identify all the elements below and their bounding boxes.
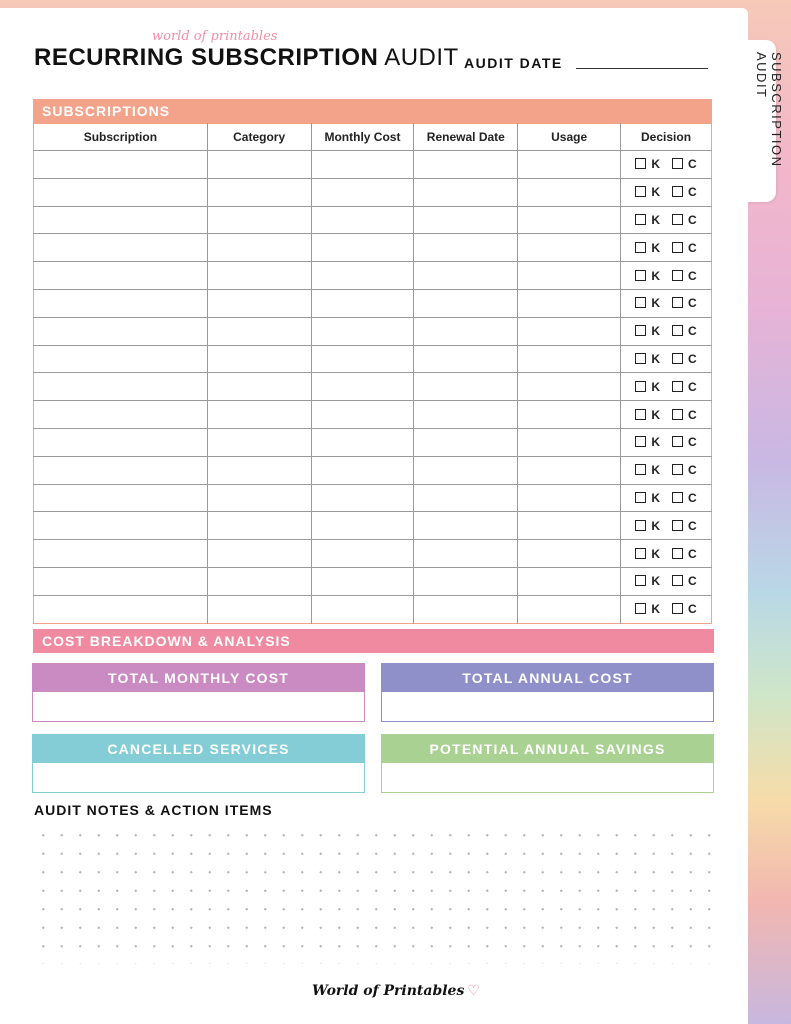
cancel-label: C bbox=[688, 407, 697, 422]
audit-date-field[interactable] bbox=[576, 68, 708, 69]
keep-label: K bbox=[651, 546, 661, 561]
cancel-label: C bbox=[688, 490, 697, 505]
cost-section-header: COST BREAKDOWN & ANALYSIS bbox=[33, 629, 714, 653]
monthly-cost-cell[interactable] bbox=[311, 428, 414, 456]
usage-cell[interactable] bbox=[518, 151, 621, 179]
usage-cell[interactable] bbox=[518, 540, 621, 568]
cancel-checkbox[interactable] bbox=[672, 158, 683, 169]
total-annual-cost-box[interactable] bbox=[381, 663, 714, 722]
keep-label: K bbox=[651, 296, 661, 311]
decision-cell bbox=[621, 456, 712, 484]
subscription-cell[interactable] bbox=[34, 567, 208, 595]
keep-label: K bbox=[651, 490, 661, 505]
brand-script: world of printables bbox=[152, 29, 278, 44]
table-row bbox=[34, 234, 712, 262]
keep-label: K bbox=[651, 240, 661, 255]
side-tab-label: SUBSCRIPTION AUDIT bbox=[754, 52, 784, 168]
decision-cell bbox=[621, 512, 712, 540]
decision-cell bbox=[621, 567, 712, 595]
cancel-checkbox[interactable] bbox=[672, 575, 683, 586]
keep-label: K bbox=[651, 435, 661, 450]
category-cell[interactable] bbox=[207, 428, 311, 456]
cancel-label: C bbox=[688, 268, 697, 283]
subscriptions-table bbox=[33, 123, 712, 624]
cancel-checkbox[interactable] bbox=[672, 464, 683, 475]
usage-cell[interactable] bbox=[518, 178, 621, 206]
subscription-cell[interactable] bbox=[34, 540, 208, 568]
keep-label: K bbox=[651, 379, 661, 394]
cancel-checkbox[interactable] bbox=[672, 381, 683, 392]
decision-cell bbox=[621, 373, 712, 401]
subscription-cell[interactable] bbox=[34, 595, 208, 623]
category-cell[interactable] bbox=[207, 567, 311, 595]
header-monthly-cost: Monthly Cost bbox=[311, 124, 414, 151]
subscription-cell[interactable] bbox=[34, 317, 208, 345]
keep-checkbox[interactable] bbox=[635, 575, 646, 586]
cancel-label: C bbox=[688, 351, 697, 366]
keep-checkbox[interactable] bbox=[635, 381, 646, 392]
category-cell[interactable] bbox=[207, 206, 311, 234]
category-cell[interactable] bbox=[207, 595, 311, 623]
renewal-date-cell[interactable] bbox=[414, 345, 518, 373]
title-light: AUDIT bbox=[384, 44, 459, 71]
renewal-date-cell[interactable] bbox=[414, 595, 518, 623]
renewal-date-cell[interactable] bbox=[414, 373, 518, 401]
cancel-checkbox[interactable] bbox=[672, 214, 683, 225]
table-row bbox=[34, 317, 712, 345]
cancelled-services-box[interactable] bbox=[32, 734, 365, 793]
decision-cell bbox=[621, 428, 712, 456]
table-row bbox=[34, 178, 712, 206]
keep-label: K bbox=[651, 602, 661, 617]
cancel-label: C bbox=[688, 602, 697, 617]
usage-cell[interactable] bbox=[518, 345, 621, 373]
header-usage: Usage bbox=[518, 124, 621, 151]
subscription-cell[interactable] bbox=[34, 234, 208, 262]
cancel-label: C bbox=[688, 518, 697, 533]
cancel-label: C bbox=[688, 546, 697, 561]
decision-cell bbox=[621, 151, 712, 179]
monthly-cost-cell[interactable] bbox=[311, 567, 414, 595]
keep-label: K bbox=[651, 407, 661, 422]
table-row bbox=[34, 289, 712, 317]
notes-dot-grid[interactable] bbox=[34, 826, 716, 964]
monthly-cost-cell[interactable] bbox=[311, 540, 414, 568]
decision-cell bbox=[621, 345, 712, 373]
cancel-label: C bbox=[688, 240, 697, 255]
subscription-cell[interactable] bbox=[34, 151, 208, 179]
table-row bbox=[34, 151, 712, 179]
cancel-checkbox[interactable] bbox=[672, 603, 683, 614]
decision-cell bbox=[621, 289, 712, 317]
renewal-date-cell[interactable] bbox=[414, 567, 518, 595]
cancel-label: C bbox=[688, 296, 697, 311]
keep-checkbox[interactable] bbox=[635, 214, 646, 225]
subscription-cell[interactable] bbox=[34, 206, 208, 234]
monthly-cost-cell[interactable] bbox=[311, 151, 414, 179]
keep-checkbox[interactable] bbox=[635, 436, 646, 447]
renewal-date-cell[interactable] bbox=[414, 456, 518, 484]
title-bold: RECURRING SUBSCRIPTION bbox=[34, 44, 379, 71]
category-cell[interactable] bbox=[207, 373, 311, 401]
keep-checkbox[interactable] bbox=[635, 297, 646, 308]
subscriptions-section-header: SUBSCRIPTIONS bbox=[33, 99, 712, 123]
usage-cell[interactable] bbox=[518, 456, 621, 484]
header-category: Category bbox=[207, 124, 311, 151]
usage-cell[interactable] bbox=[518, 512, 621, 540]
monthly-cost-cell[interactable] bbox=[311, 345, 414, 373]
footer-brand-text: World of Printables bbox=[312, 983, 465, 999]
category-cell[interactable] bbox=[207, 178, 311, 206]
monthly-cost-cell[interactable] bbox=[311, 289, 414, 317]
table-row bbox=[34, 567, 712, 595]
decision-cell bbox=[621, 178, 712, 206]
cancel-checkbox[interactable] bbox=[672, 492, 683, 503]
audit-date-label: AUDIT DATE bbox=[464, 55, 563, 71]
monthly-cost-cell[interactable] bbox=[311, 178, 414, 206]
renewal-date-cell[interactable] bbox=[414, 178, 518, 206]
keep-checkbox[interactable] bbox=[635, 548, 646, 559]
table-header-row bbox=[34, 124, 712, 151]
page-title bbox=[34, 44, 459, 72]
monthly-cost-cell[interactable] bbox=[311, 373, 414, 401]
total-monthly-cost-box[interactable] bbox=[32, 663, 365, 722]
cancel-checkbox[interactable] bbox=[672, 186, 683, 197]
cancel-label: C bbox=[688, 185, 697, 200]
renewal-date-cell[interactable] bbox=[414, 428, 518, 456]
cancel-label: C bbox=[688, 324, 697, 339]
subscription-cell[interactable] bbox=[34, 428, 208, 456]
keep-label: K bbox=[651, 324, 661, 339]
category-cell[interactable] bbox=[207, 484, 311, 512]
keep-checkbox[interactable] bbox=[635, 409, 646, 420]
renewal-date-cell[interactable] bbox=[414, 401, 518, 429]
keep-label: K bbox=[651, 268, 661, 283]
usage-cell[interactable] bbox=[518, 289, 621, 317]
decision-cell bbox=[621, 595, 712, 623]
total-monthly-cost-label: TOTAL MONTHLY COST bbox=[33, 664, 364, 692]
subscription-cell[interactable] bbox=[34, 512, 208, 540]
decision-cell bbox=[621, 206, 712, 234]
notes-title: AUDIT NOTES & ACTION ITEMS bbox=[34, 802, 273, 818]
keep-label: K bbox=[651, 518, 661, 533]
category-cell[interactable] bbox=[207, 289, 311, 317]
cancel-checkbox[interactable] bbox=[672, 242, 683, 253]
cancel-label: C bbox=[688, 379, 697, 394]
decision-cell bbox=[621, 401, 712, 429]
subscription-cell[interactable] bbox=[34, 484, 208, 512]
renewal-date-cell[interactable] bbox=[414, 206, 518, 234]
cancelled-services-label: CANCELLED SERVICES bbox=[33, 735, 364, 763]
total-annual-cost-label: TOTAL ANNUAL COST bbox=[382, 664, 713, 692]
table-row bbox=[34, 484, 712, 512]
cancel-label: C bbox=[688, 212, 697, 227]
cancel-checkbox[interactable] bbox=[672, 270, 683, 281]
decision-cell bbox=[621, 262, 712, 290]
cancel-checkbox[interactable] bbox=[672, 297, 683, 308]
subscription-cell[interactable] bbox=[34, 289, 208, 317]
keep-checkbox[interactable] bbox=[635, 325, 646, 336]
decision-cell bbox=[621, 484, 712, 512]
monthly-cost-cell[interactable] bbox=[311, 317, 414, 345]
subscription-cell[interactable] bbox=[34, 178, 208, 206]
subscription-cell[interactable] bbox=[34, 262, 208, 290]
monthly-cost-cell[interactable] bbox=[311, 262, 414, 290]
category-cell[interactable] bbox=[207, 317, 311, 345]
subscription-cell[interactable] bbox=[34, 456, 208, 484]
renewal-date-cell[interactable] bbox=[414, 317, 518, 345]
renewal-date-cell[interactable] bbox=[414, 512, 518, 540]
renewal-date-cell[interactable] bbox=[414, 484, 518, 512]
category-cell[interactable] bbox=[207, 540, 311, 568]
usage-cell[interactable] bbox=[518, 401, 621, 429]
keep-label: K bbox=[651, 185, 661, 200]
usage-cell[interactable] bbox=[518, 373, 621, 401]
renewal-date-cell[interactable] bbox=[414, 540, 518, 568]
monthly-cost-cell[interactable] bbox=[311, 484, 414, 512]
table-row bbox=[34, 428, 712, 456]
cancel-checkbox[interactable] bbox=[672, 436, 683, 447]
monthly-cost-cell[interactable] bbox=[311, 206, 414, 234]
cancel-checkbox[interactable] bbox=[672, 353, 683, 364]
keep-checkbox[interactable] bbox=[635, 520, 646, 531]
header-renewal-date: Renewal Date bbox=[414, 124, 518, 151]
subscription-cell[interactable] bbox=[34, 345, 208, 373]
cancel-checkbox[interactable] bbox=[672, 520, 683, 531]
monthly-cost-cell[interactable] bbox=[311, 512, 414, 540]
potential-annual-savings-label: POTENTIAL ANNUAL SAVINGS bbox=[382, 735, 713, 763]
cancel-label: C bbox=[688, 435, 697, 450]
category-cell[interactable] bbox=[207, 456, 311, 484]
cancel-checkbox[interactable] bbox=[672, 548, 683, 559]
keep-label: K bbox=[651, 212, 661, 227]
table-row bbox=[34, 262, 712, 290]
category-cell[interactable] bbox=[207, 512, 311, 540]
keep-checkbox[interactable] bbox=[635, 492, 646, 503]
usage-cell[interactable] bbox=[518, 595, 621, 623]
table-row bbox=[34, 456, 712, 484]
category-cell[interactable] bbox=[207, 401, 311, 429]
table-row bbox=[34, 345, 712, 373]
keep-checkbox[interactable] bbox=[635, 242, 646, 253]
category-cell[interactable] bbox=[207, 345, 311, 373]
category-cell[interactable] bbox=[207, 151, 311, 179]
subscription-cell[interactable] bbox=[34, 373, 208, 401]
potential-annual-savings-box[interactable] bbox=[381, 734, 714, 793]
keep-checkbox[interactable] bbox=[635, 158, 646, 169]
keep-checkbox[interactable] bbox=[635, 464, 646, 475]
decision-cell bbox=[621, 234, 712, 262]
usage-cell[interactable] bbox=[518, 206, 621, 234]
keep-checkbox[interactable] bbox=[635, 353, 646, 364]
category-cell[interactable] bbox=[207, 262, 311, 290]
renewal-date-cell[interactable] bbox=[414, 234, 518, 262]
cancel-label: C bbox=[688, 157, 697, 172]
header-decision: Decision bbox=[621, 124, 712, 151]
cancel-checkbox[interactable] bbox=[672, 325, 683, 336]
header-subscription: Subscription bbox=[34, 124, 208, 151]
renewal-date-cell[interactable] bbox=[414, 262, 518, 290]
keep-label: K bbox=[651, 157, 661, 172]
keep-checkbox[interactable] bbox=[635, 603, 646, 614]
heart-icon: ♡ bbox=[467, 983, 480, 999]
usage-cell[interactable] bbox=[518, 484, 621, 512]
keep-checkbox[interactable] bbox=[635, 270, 646, 281]
subscription-cell[interactable] bbox=[34, 401, 208, 429]
category-cell[interactable] bbox=[207, 234, 311, 262]
monthly-cost-cell[interactable] bbox=[311, 456, 414, 484]
footer-brand bbox=[312, 983, 480, 999]
decision-cell bbox=[621, 317, 712, 345]
keep-label: K bbox=[651, 351, 661, 366]
monthly-cost-cell[interactable] bbox=[311, 595, 414, 623]
table-row bbox=[34, 512, 712, 540]
monthly-cost-cell[interactable] bbox=[311, 401, 414, 429]
monthly-cost-cell[interactable] bbox=[311, 234, 414, 262]
usage-cell[interactable] bbox=[518, 317, 621, 345]
table-row bbox=[34, 540, 712, 568]
renewal-date-cell[interactable] bbox=[414, 151, 518, 179]
table-row bbox=[34, 595, 712, 623]
keep-label: K bbox=[651, 574, 661, 589]
usage-cell[interactable] bbox=[518, 262, 621, 290]
renewal-date-cell[interactable] bbox=[414, 289, 518, 317]
decision-cell bbox=[621, 540, 712, 568]
keep-checkbox[interactable] bbox=[635, 186, 646, 197]
usage-cell[interactable] bbox=[518, 234, 621, 262]
cancel-label: C bbox=[688, 463, 697, 478]
usage-cell[interactable] bbox=[518, 567, 621, 595]
table-row bbox=[34, 373, 712, 401]
side-tab[interactable] bbox=[746, 40, 784, 202]
table-row bbox=[34, 206, 712, 234]
cancel-checkbox[interactable] bbox=[672, 409, 683, 420]
usage-cell[interactable] bbox=[518, 428, 621, 456]
keep-label: K bbox=[651, 463, 661, 478]
cancel-label: C bbox=[688, 574, 697, 589]
table-row bbox=[34, 401, 712, 429]
